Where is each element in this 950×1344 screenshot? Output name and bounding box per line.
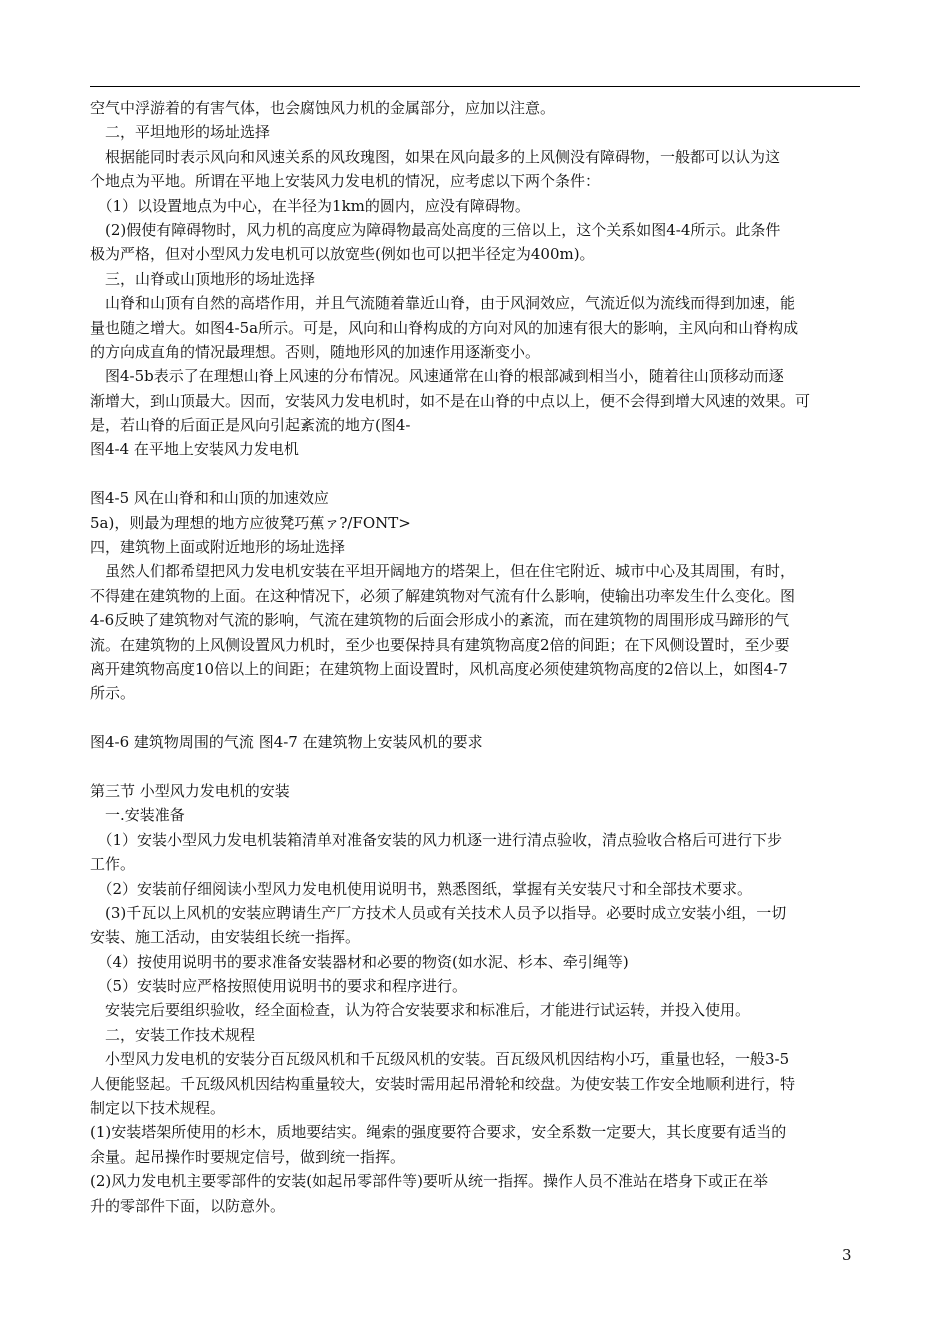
text-line: 量也随之增大。如图4-5a所示。可是，风向和山脊构成的方向对风的加速有很大的影响，主风向和山脊构成 xyxy=(90,318,799,337)
text-line: 山脊和山顶有自然的高塔作用，并且气流随着靠近山脊，由于风洞效应，气流近似为流线而得到加速，能 xyxy=(90,294,796,313)
text-line: 小型风力发电机的安装分百瓦级风机和千瓦级风机的安装。百瓦级风机因结构小巧，重量也轻，一般3-5 xyxy=(90,1050,790,1069)
text-line: 图4-5b表示了在理想山脊上风速的分布情况。风速通常在山脊的根部减到相当小，随着往山顶移动而逐 xyxy=(90,367,784,386)
text-line: 第三节 小型风力发电机的安装 xyxy=(90,781,290,800)
text-line: 二，平坦地形的场址选择 xyxy=(90,123,271,142)
text-line: 图4-6 建筑物周围的气流 图4-7 在建筑物上安装风机的要求 xyxy=(90,733,483,752)
text-line: (2)假使有障碍物时，风力机的高度应为障碍物最高处高度的三倍以上，这个关系如图4-4所示。此条件 xyxy=(90,220,781,239)
text-line: （2）安装前仔细阅读小型风力发电机使用说明书，熟悉图纸，掌握有关安装尺寸和全部技术要求。 xyxy=(90,879,753,898)
text-line: (2)风力发电机主要零部件的安装(如起吊零部件等)要听从统一指挥。操作人员不准站在塔身下或正在举 xyxy=(90,1172,768,1191)
text-line: （5）安装时应严格按照使用说明书的要求和程序进行。 xyxy=(90,977,468,996)
text-line: 图4-4 在平地上安装风力发电机 xyxy=(90,440,299,459)
text-line: （1）以设置地点为中心，在半径为1km的圆内，应没有障碍物。 xyxy=(90,196,530,215)
text-line: 极为严格，但对小型风力发电机可以放宽些(例如也可以把半径定为400m)。 xyxy=(90,245,595,264)
text-line: 空气中浮游着的有害气体，也会腐蚀风力机的金属部分，应加以注意。 xyxy=(90,99,556,117)
header-rule xyxy=(90,86,860,87)
text-line: 安装完后要组织验收，经全面检查，认为符合安装要求和标准后，才能进行试运转，并投入使用。 xyxy=(90,1001,751,1020)
text-line: 二，安装工作技术规程 xyxy=(90,1025,256,1044)
text-line: （1）安装小型风力发电机装箱清单对准备安装的风力机逐一进行清点验收，清点验收合格后可进行下步 xyxy=(90,830,783,849)
text-line: 制定以下技术规程。 xyxy=(90,1099,226,1118)
blank-line xyxy=(90,755,860,779)
text-line: （4）按使用说明书的要求准备安装器材和必要的物资(如水泥、杉本、牵引绳等) xyxy=(90,952,629,971)
text-line: 一.安装准备 xyxy=(90,806,185,825)
text-line: 余量。起吊操作时要规定信号，做到统一指挥。 xyxy=(90,1147,406,1166)
text-line: 5a)，则最为理想的地方应彼凳巧蕉ァ?/FONT> xyxy=(90,513,411,532)
blank-line xyxy=(90,706,860,730)
text-line: 三，山脊或山顶地形的场址选择 xyxy=(90,269,316,288)
document-body xyxy=(90,96,860,1218)
text-line: 所示。 xyxy=(90,684,136,703)
text-line: (3)千瓦以上风机的安装应聘请生产厂方技术人员或有关技术人员予以指导。必要时成立安装小组，一切 xyxy=(90,903,787,922)
text-line: 流。在建筑物的上风侧设置风力机时，至少也要保持具有建筑物高度2倍的间距；在下风侧设置时，至少要 xyxy=(90,635,790,654)
text-line: 4-6反映了建筑物对气流的影响，气流在建筑物的后面会形成小的紊流，而在建筑物的周围形成马蹄形的气 xyxy=(90,611,790,630)
text-line: 不得建在建筑物的上面。在这种情况下，必须了解建筑物对气流有什么影响，使输出功率发生什么变化。图 xyxy=(90,586,796,605)
text-line: 工作。 xyxy=(90,855,136,874)
text-line: 虽然人们都希望把风力发电机安装在平坦开阔地方的塔架上，但在住宅附近、城市中心及其周围，有时， xyxy=(90,562,796,581)
text-line: 的方向成直角的情况最理想。否则，随地形风的加速作用逐渐变小。 xyxy=(90,342,541,361)
text-line: 升的零部件下面，以防意外。 xyxy=(90,1196,286,1215)
text-line: 离开建筑物高度10倍以上的间距；在建筑物上面设置时，风机高度必须使建筑物高度的2倍以上，如图4-7 xyxy=(90,659,788,678)
text-line: 是，若山脊的后面正是风向引起紊流的地方(图4- xyxy=(90,416,411,435)
page-number: 3 xyxy=(842,1246,852,1264)
text-line: (1)安装塔架所使用的杉木，质地要结实。绳索的强度要符合要求，安全系数一定要大，其长度要有适当的 xyxy=(90,1123,787,1142)
text-line: 图4-5 风在山脊和和山顶的加速效应 xyxy=(90,489,329,508)
text-line: 根据能同时表示风向和风速关系的风玫瑰图，如果在风向最多的上风侧没有障碍物，一般都可以认为这 xyxy=(90,147,781,166)
blank-line xyxy=(90,462,860,486)
text-line: 安装、施工活动，由安装组长统一指挥。 xyxy=(90,928,361,947)
text-line: 渐增大，到山顶最大。因而，安装风力发电机时，如不是在山脊的中点以上，便不会得到增大风速的效果。可 xyxy=(90,391,811,410)
text-line: 个地点为平地。所谓在平地上安装风力发电机的情况，应考虑以下两个条件： xyxy=(90,172,601,191)
text-line: 人便能竖起。千瓦级风机因结构重量较大，安装时需用起吊滑轮和绞盘。为使安装工作安全地顺利进行，特 xyxy=(90,1074,796,1093)
text-line: 四，建筑物上面或附近地形的场址选择 xyxy=(90,538,346,557)
